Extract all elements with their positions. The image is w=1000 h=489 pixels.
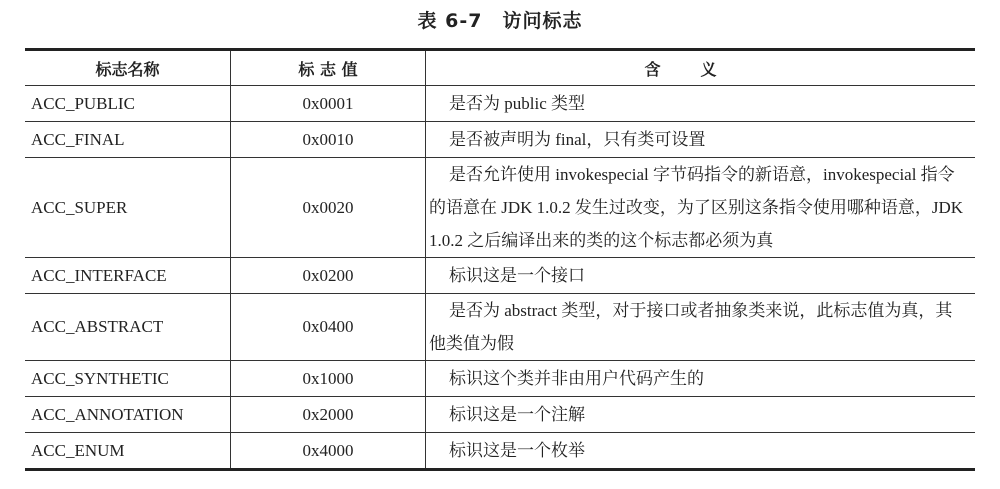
- flag-value-cell: 0x4000: [231, 433, 426, 470]
- flag-name-cell: ACC_PUBLIC: [25, 86, 231, 122]
- flag-value-cell: 0x1000: [231, 361, 426, 397]
- header-meaning: 含义: [426, 50, 976, 86]
- meaning-cell: 是否允许使用 invokespecial 字节码指令的新语意，invokespecial 指令的语意在 JDK 1.0.2 发生过改变，为了区别这条指令使用哪种语意，JDK 1.0.2 之后编译出来的类的这个标志都必须为真: [426, 158, 976, 258]
- flag-name-cell: ACC_ENUM: [25, 433, 231, 470]
- table-row: [25, 86, 975, 122]
- meaning-cell: 是否为 public 类型: [426, 86, 976, 122]
- table-row: [25, 258, 975, 294]
- flag-value-cell: 0x0400: [231, 294, 426, 361]
- table-row: [25, 397, 975, 433]
- table-row: [25, 361, 975, 397]
- table-row: [25, 433, 975, 470]
- header-flag-name: 标志名称: [25, 50, 231, 86]
- header-flag-value: 标 志 值: [231, 50, 426, 86]
- table-row: [25, 158, 975, 258]
- table-row: [25, 294, 975, 361]
- meaning-cell: 标识这是一个注解: [426, 397, 976, 433]
- meaning-cell: 是否为 abstract 类型，对于接口或者抽象类来说，此标志值为真，其他类值为假: [426, 294, 976, 361]
- table-header-row: [25, 50, 975, 86]
- flag-name-cell: ACC_ANNOTATION: [25, 397, 231, 433]
- meaning-cell: 标识这是一个枚举: [426, 433, 976, 470]
- flag-value-cell: 0x0020: [231, 158, 426, 258]
- flag-name-cell: ACC_SUPER: [25, 158, 231, 258]
- meaning-cell: 标识这个类并非由用户代码产生的: [426, 361, 976, 397]
- flag-value-cell: 0x0010: [231, 122, 426, 158]
- flag-name-cell: ACC_INTERFACE: [25, 258, 231, 294]
- flag-name-cell: ACC_FINAL: [25, 122, 231, 158]
- table-caption: 表 6-7 访问标志: [417, 10, 583, 32]
- access-flags-table: [25, 48, 975, 471]
- meaning-cell: 标识这是一个接口: [426, 258, 976, 294]
- meaning-cell: 是否被声明为 final，只有类可设置: [426, 122, 976, 158]
- table-row: [25, 122, 975, 158]
- flag-value-cell: 0x0001: [231, 86, 426, 122]
- flag-value-cell: 0x2000: [231, 397, 426, 433]
- flag-name-cell: ACC_ABSTRACT: [25, 294, 231, 361]
- flag-name-cell: ACC_SYNTHETIC: [25, 361, 231, 397]
- flag-value-cell: 0x0200: [231, 258, 426, 294]
